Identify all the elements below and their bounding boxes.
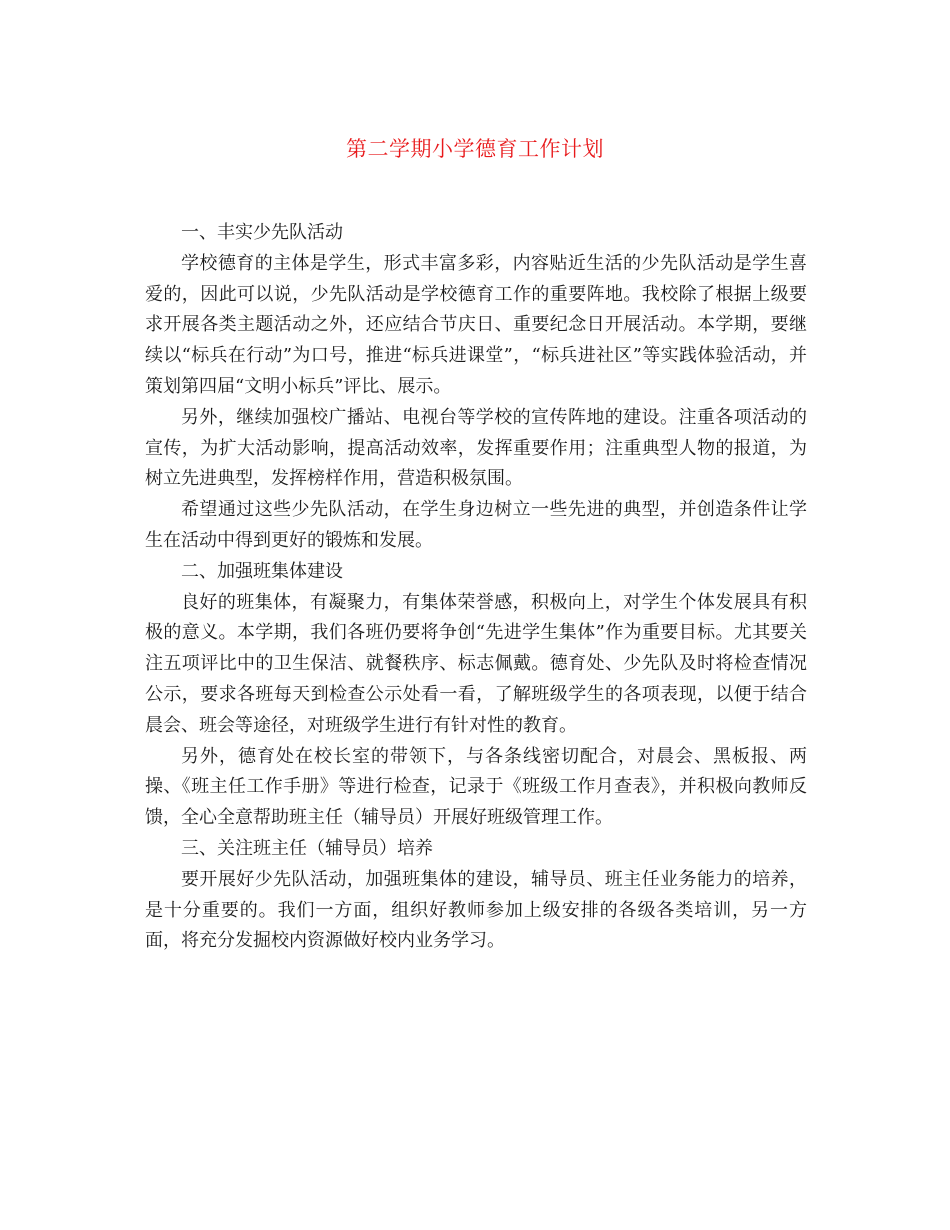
paragraph: 学校德育的主体是学生，形式丰富多彩，内容贴近生活的少先队活动是学生喜爱的，因此可以说，少先队活动是学校德育工作的重要阵地。我校除了根据上级要求开展各类主题活动之外，还应结合节庆日、重要纪念日开展活动。本学期，要继续以“标兵在行动”为口号，推进“标兵进课堂”，“标兵进社区”等实践体验活动，并策划第四届“文明小标兵”评比、展示。	[145, 252, 807, 397]
paragraph: 另外，德育处在校长室的带领下，与各条线密切配合，对晨会、黑板报、两操、《班主任工作手册》等进行检查，记录于《班级工作月查表》，并积极向教师反馈，全心全意帮助班主任（辅导员）开展好班级管理工作。	[145, 745, 807, 829]
section-heading-3: 三、关注班主任（辅导员）培养	[181, 837, 433, 859]
paragraph: 良好的班集体，有凝聚力，有集体荣誉感，积极向上，对学生个体发展具有积极的意义。本学期，我们各班仍要将争创“先进学生集体”作为重要目标。尤其要关注五项评比中的卫生保洁、就餐秩序、标志佩戴。德育处、少先队及时将检查情况公示，要求各班每天到检查公示处看一看，了解班级学生的各项表现，以便于结合晨会、班会等途径，对班级学生进行有针对性的教育。	[145, 591, 807, 736]
paragraph: 希望通过这些少先队活动，在学生身边树立一些先进的典型，并创造条件让学生在活动中得到更好的锻炼和发展。	[145, 499, 807, 551]
document-body	[145, 218, 807, 957]
section-heading-1: 一、丰实少先队活动	[181, 222, 343, 243]
paragraph: 要开展好少先队活动，加强班集体的建设，辅导员、班主任业务能力的培养，是十分重要的。我们一方面，组织好教师参加上级安排的各级各类培训，另一方面，将充分发掘校内资源做好校内业务学习。	[145, 868, 807, 952]
document-title: 第二学期小学德育工作计划	[346, 137, 604, 161]
section-heading-2: 二、加强班集体建设	[181, 560, 343, 582]
paragraph: 另外，继续加强校广播站、电视台等学校的宣传阵地的建设。注重各项活动的宣传，为扩大活动影响，提高活动效率，发挥重要作用；注重典型人物的报道，为树立先进典型，发挥榜样作用，营造积极氛围。	[145, 406, 807, 490]
